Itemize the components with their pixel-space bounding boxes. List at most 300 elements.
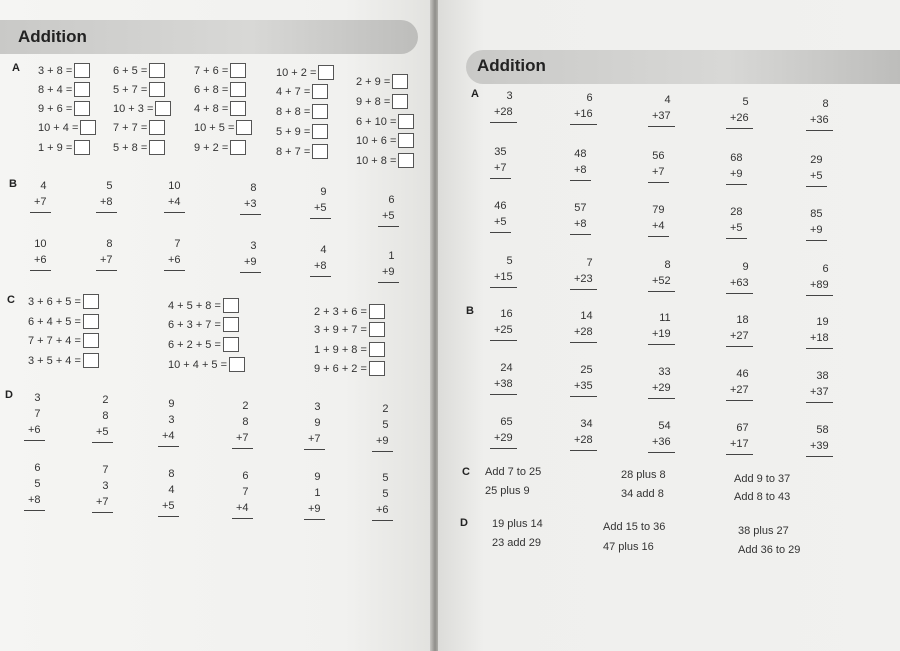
equation-item bbox=[276, 84, 328, 99]
equation-item bbox=[314, 304, 385, 319]
addend: 2 bbox=[102, 394, 109, 406]
addend: 5 bbox=[382, 488, 389, 500]
addend: 4 bbox=[320, 244, 327, 256]
addend: 2 bbox=[242, 400, 249, 412]
vertical-problem bbox=[244, 238, 257, 273]
answer-box[interactable] bbox=[83, 333, 99, 348]
vertical-problem bbox=[382, 248, 395, 283]
answer-line bbox=[648, 344, 675, 345]
equation-item bbox=[168, 298, 239, 313]
vertical-problem bbox=[730, 259, 749, 294]
addend: 11 bbox=[659, 312, 671, 324]
answer-line bbox=[158, 446, 179, 447]
addend: 54 bbox=[658, 420, 671, 432]
addend: 57 bbox=[574, 202, 587, 214]
equation-text: 10 + 2 = bbox=[276, 66, 317, 79]
answer-line bbox=[164, 270, 185, 271]
answer-line bbox=[378, 226, 399, 227]
addend: 4 bbox=[40, 180, 47, 192]
addend-with-plus: +36 bbox=[652, 436, 671, 448]
addend: 46 bbox=[736, 368, 749, 380]
answer-box[interactable] bbox=[74, 63, 90, 78]
addend-with-plus: +7 bbox=[96, 496, 109, 508]
vertical-problem bbox=[652, 418, 671, 453]
vertical-problem bbox=[162, 466, 175, 517]
equation-text: 8 + 7 = bbox=[276, 145, 311, 158]
addend: 8 bbox=[822, 98, 829, 110]
answer-box[interactable] bbox=[149, 120, 165, 135]
answer-box[interactable] bbox=[223, 317, 239, 332]
answer-box[interactable] bbox=[83, 314, 99, 329]
vertical-problem bbox=[28, 460, 41, 511]
equation-item bbox=[314, 322, 385, 337]
answer-line bbox=[648, 182, 669, 183]
answer-line bbox=[806, 348, 833, 349]
answer-line bbox=[570, 234, 591, 235]
answer-box[interactable] bbox=[83, 294, 99, 309]
addend-with-plus: +39 bbox=[810, 440, 829, 452]
addend-with-plus: +9 bbox=[244, 256, 257, 268]
addend-with-plus: +7 bbox=[308, 433, 321, 445]
answer-line bbox=[806, 456, 833, 457]
vertical-problem bbox=[494, 253, 513, 288]
vertical-problem bbox=[494, 306, 513, 341]
vertical-problem bbox=[162, 396, 175, 447]
vertical-problem bbox=[308, 399, 321, 450]
answer-line bbox=[726, 346, 753, 347]
answer-line bbox=[726, 238, 747, 239]
vertical-problem bbox=[574, 362, 593, 397]
equation-text: 9 + 6 = bbox=[38, 102, 73, 115]
vertical-problem bbox=[308, 469, 321, 520]
equation-item bbox=[276, 104, 328, 119]
answer-box[interactable] bbox=[392, 74, 408, 89]
equation-text: 6 + 4 + 5 = bbox=[28, 315, 81, 328]
equation-text: 3 + 5 + 4 = bbox=[28, 354, 81, 367]
addend-with-plus: +7 bbox=[652, 166, 665, 178]
equation-item bbox=[276, 124, 328, 139]
equation-item bbox=[194, 120, 252, 135]
answer-box[interactable] bbox=[398, 133, 414, 148]
answer-box[interactable] bbox=[229, 357, 245, 372]
addend-with-plus: +5 bbox=[314, 202, 327, 214]
equation-text: 10 + 5 = bbox=[194, 121, 235, 134]
equation-item bbox=[113, 63, 165, 78]
addend-with-plus: +29 bbox=[652, 382, 671, 394]
addend-with-plus: +9 bbox=[376, 435, 389, 447]
addend: 4 bbox=[664, 94, 671, 106]
left-page bbox=[0, 0, 432, 651]
addend-with-plus: +8 bbox=[574, 218, 587, 230]
answer-box[interactable] bbox=[318, 65, 334, 80]
equation-text: 1 + 9 = bbox=[38, 141, 73, 154]
answer-line bbox=[490, 394, 517, 395]
addend: 16 bbox=[500, 308, 513, 320]
vertical-problem bbox=[652, 202, 665, 237]
addend-with-plus: +7 bbox=[34, 196, 47, 208]
equation-item bbox=[168, 317, 239, 332]
vertical-problem bbox=[376, 470, 389, 521]
answer-line bbox=[490, 122, 517, 123]
answer-line bbox=[648, 126, 675, 127]
vertical-problem bbox=[100, 236, 113, 271]
equation-item bbox=[276, 144, 328, 159]
answer-line bbox=[232, 518, 253, 519]
equation-item bbox=[168, 337, 239, 352]
answer-box[interactable] bbox=[236, 120, 252, 135]
answer-line bbox=[648, 398, 675, 399]
vertical-problem bbox=[730, 204, 743, 239]
addend-with-plus: +6 bbox=[28, 424, 41, 436]
addend-with-plus: +8 bbox=[28, 494, 41, 506]
left-section-d-label: D bbox=[5, 389, 13, 401]
answer-line bbox=[96, 270, 117, 271]
addend-with-plus: +63 bbox=[730, 277, 749, 289]
equation-item bbox=[194, 101, 246, 116]
vertical-problem bbox=[494, 198, 507, 233]
answer-box[interactable] bbox=[369, 304, 385, 319]
vertical-problem bbox=[244, 180, 257, 215]
left-page-title: Addition bbox=[18, 27, 87, 46]
equation-text: 2 + 3 + 6 = bbox=[314, 305, 367, 318]
addend: 1 bbox=[388, 250, 395, 262]
addend-with-plus: +6 bbox=[34, 254, 47, 266]
addend: 8 bbox=[664, 259, 671, 271]
addend: 3 bbox=[168, 414, 175, 426]
equation-text: 3 + 8 = bbox=[38, 64, 73, 77]
addend: 34 bbox=[580, 418, 593, 430]
addend-with-plus: +52 bbox=[652, 275, 671, 287]
addend: 68 bbox=[730, 152, 743, 164]
equation-item bbox=[38, 82, 90, 97]
vertical-problem bbox=[810, 96, 829, 131]
equation-item bbox=[356, 153, 414, 168]
answer-line bbox=[24, 440, 45, 441]
answer-line bbox=[240, 272, 261, 273]
addend-with-plus: +27 bbox=[730, 330, 749, 342]
answer-box[interactable] bbox=[312, 104, 328, 119]
vertical-problem bbox=[34, 178, 47, 213]
addend: 3 bbox=[506, 90, 513, 102]
addend: 6 bbox=[388, 194, 395, 206]
addend: 8 bbox=[168, 468, 175, 480]
vertical-problem bbox=[314, 242, 327, 277]
addend: 65 bbox=[500, 416, 513, 428]
vertical-problem bbox=[810, 422, 829, 457]
answer-box[interactable] bbox=[312, 124, 328, 139]
answer-box[interactable] bbox=[223, 337, 239, 352]
equation-text: 6 + 10 = bbox=[356, 115, 397, 128]
right-section-c-label: C bbox=[462, 466, 470, 478]
addend: 3 bbox=[250, 240, 257, 252]
addend: 67 bbox=[736, 422, 749, 434]
equation-text: 5 + 8 = bbox=[113, 141, 148, 154]
addend-with-plus: +9 bbox=[308, 503, 321, 515]
addend: 19 bbox=[816, 316, 829, 328]
addend: 10 bbox=[34, 238, 47, 250]
right-page bbox=[438, 0, 900, 651]
addend: 85 bbox=[810, 208, 823, 220]
addend-with-plus: +89 bbox=[810, 279, 829, 291]
equation-item bbox=[28, 333, 99, 348]
equation-text: 8 + 8 = bbox=[276, 105, 311, 118]
answer-box[interactable] bbox=[392, 94, 408, 109]
addend: 35 bbox=[494, 146, 507, 158]
answer-line bbox=[570, 180, 591, 181]
addend: 7 bbox=[34, 408, 41, 420]
answer-line bbox=[310, 218, 331, 219]
equation-text: 4 + 7 = bbox=[276, 85, 311, 98]
equation-text: 6 + 2 + 5 = bbox=[168, 338, 221, 351]
answer-line bbox=[158, 516, 179, 517]
addend-with-plus: +25 bbox=[494, 324, 513, 336]
addend-with-plus: +37 bbox=[810, 386, 829, 398]
answer-box[interactable] bbox=[74, 140, 90, 155]
addend-with-plus: +28 bbox=[574, 434, 593, 446]
answer-line bbox=[726, 400, 753, 401]
answer-line bbox=[164, 212, 185, 213]
vertical-problem bbox=[810, 206, 823, 241]
answer-line bbox=[726, 293, 753, 294]
equation-item bbox=[38, 120, 96, 135]
vertical-problem bbox=[810, 368, 829, 403]
word-problem: 38 plus 27 bbox=[738, 525, 789, 537]
word-problem: 23 add 29 bbox=[492, 537, 541, 549]
vertical-problem bbox=[730, 420, 749, 455]
answer-line bbox=[232, 448, 253, 449]
addend: 7 bbox=[174, 238, 181, 250]
vertical-problem bbox=[168, 236, 181, 271]
answer-line bbox=[490, 178, 511, 179]
answer-line bbox=[372, 520, 393, 521]
equation-text: 4 + 8 = bbox=[194, 102, 229, 115]
word-problem: Add 9 to 37 bbox=[734, 473, 791, 485]
word-problem: 25 plus 9 bbox=[485, 485, 530, 497]
addend: 3 bbox=[34, 392, 41, 404]
vertical-problem bbox=[730, 94, 749, 129]
answer-line bbox=[806, 402, 833, 403]
addend-with-plus: +7 bbox=[494, 162, 507, 174]
vertical-problem bbox=[652, 364, 671, 399]
vertical-problem bbox=[574, 255, 593, 290]
answer-line bbox=[806, 186, 827, 187]
answer-box[interactable] bbox=[149, 63, 165, 78]
answer-box[interactable] bbox=[369, 342, 385, 357]
vertical-problem bbox=[652, 92, 671, 127]
addend: 7 bbox=[242, 486, 249, 498]
answer-box[interactable] bbox=[223, 298, 239, 313]
answer-box[interactable] bbox=[369, 361, 385, 376]
addend-with-plus: +5 bbox=[810, 170, 823, 182]
addend-with-plus: +8 bbox=[314, 260, 327, 272]
answer-box[interactable] bbox=[230, 82, 246, 97]
answer-box[interactable] bbox=[398, 114, 414, 129]
addend-with-plus: +8 bbox=[100, 196, 113, 208]
answer-line bbox=[648, 236, 669, 237]
answer-line bbox=[648, 452, 675, 453]
answer-box[interactable] bbox=[230, 101, 246, 116]
equation-text: 6 + 8 = bbox=[194, 83, 229, 96]
addend: 9 bbox=[742, 261, 749, 273]
equation-text: 7 + 7 + 4 = bbox=[28, 334, 81, 347]
addend: 18 bbox=[736, 314, 749, 326]
addend: 5 bbox=[382, 419, 389, 431]
vertical-problem bbox=[730, 312, 749, 347]
equation-item bbox=[314, 342, 385, 357]
equation-text: 10 + 4 + 5 = bbox=[168, 358, 228, 371]
addend: 25 bbox=[580, 364, 593, 376]
addend-with-plus: +28 bbox=[574, 326, 593, 338]
vertical-problem bbox=[574, 200, 587, 235]
addend: 6 bbox=[822, 263, 829, 275]
equation-text: 9 + 6 + 2 = bbox=[314, 362, 367, 375]
addend-with-plus: +9 bbox=[810, 224, 823, 236]
equation-item bbox=[168, 357, 245, 372]
addend: 58 bbox=[816, 424, 829, 436]
word-problem: 19 plus 14 bbox=[492, 518, 543, 530]
answer-line bbox=[310, 276, 331, 277]
equation-item bbox=[113, 101, 171, 116]
answer-box[interactable] bbox=[74, 82, 90, 97]
addend-with-plus: +6 bbox=[168, 254, 181, 266]
addend-with-plus: +23 bbox=[574, 273, 593, 285]
addend-with-plus: +29 bbox=[494, 432, 513, 444]
addend: 8 bbox=[250, 182, 257, 194]
addend: 4 bbox=[168, 484, 175, 496]
addend-with-plus: +5 bbox=[162, 500, 175, 512]
vertical-problem bbox=[236, 398, 249, 449]
equation-item bbox=[38, 63, 90, 78]
answer-box[interactable] bbox=[149, 140, 165, 155]
vertical-problem bbox=[382, 192, 395, 227]
addend: 6 bbox=[586, 92, 593, 104]
addend-with-plus: +4 bbox=[652, 220, 665, 232]
addend: 5 bbox=[742, 96, 749, 108]
equation-text: 3 + 9 + 7 = bbox=[314, 323, 367, 336]
answer-box[interactable] bbox=[83, 353, 99, 368]
addend-with-plus: +35 bbox=[574, 380, 593, 392]
addend-with-plus: +7 bbox=[100, 254, 113, 266]
addend: 6 bbox=[242, 470, 249, 482]
vertical-problem bbox=[168, 178, 181, 213]
addend: 10 bbox=[168, 180, 181, 192]
equation-text: 7 + 6 = bbox=[194, 64, 229, 77]
answer-box[interactable] bbox=[230, 140, 246, 155]
answer-box[interactable] bbox=[155, 101, 171, 116]
addend-with-plus: +7 bbox=[236, 432, 249, 444]
equation-item bbox=[276, 65, 334, 80]
addend: 9 bbox=[314, 417, 321, 429]
vertical-problem bbox=[28, 390, 41, 441]
equation-text: 8 + 4 = bbox=[38, 83, 73, 96]
addend-with-plus: +38 bbox=[494, 378, 513, 390]
left-section-a-label: A bbox=[12, 62, 20, 74]
answer-box[interactable] bbox=[312, 144, 328, 159]
equation-text: 10 + 6 = bbox=[356, 134, 397, 147]
answer-box[interactable] bbox=[80, 120, 96, 135]
addend-with-plus: +37 bbox=[652, 110, 671, 122]
vertical-problem bbox=[314, 184, 327, 219]
vertical-problem bbox=[810, 152, 823, 187]
addend-with-plus: +18 bbox=[810, 332, 829, 344]
answer-line bbox=[304, 519, 325, 520]
equation-text: 7 + 7 = bbox=[113, 121, 148, 134]
equation-text: 5 + 9 = bbox=[276, 125, 311, 138]
answer-box[interactable] bbox=[369, 322, 385, 337]
addend: 2 bbox=[382, 403, 389, 415]
addend: 38 bbox=[816, 370, 829, 382]
answer-line bbox=[378, 282, 399, 283]
equation-text: 10 + 8 = bbox=[356, 154, 397, 167]
answer-line bbox=[806, 130, 833, 131]
answer-line bbox=[726, 128, 753, 129]
vertical-problem bbox=[652, 257, 671, 292]
addend-with-plus: +4 bbox=[236, 502, 249, 514]
addend-with-plus: +5 bbox=[382, 210, 395, 222]
addend: 1 bbox=[314, 487, 321, 499]
addend-with-plus: +5 bbox=[494, 216, 507, 228]
equation-item bbox=[28, 294, 99, 309]
addend: 28 bbox=[730, 206, 743, 218]
addend: 5 bbox=[382, 472, 389, 484]
vertical-problem bbox=[494, 360, 513, 395]
addend: 6 bbox=[34, 462, 41, 474]
equation-item bbox=[38, 101, 90, 116]
answer-line bbox=[570, 396, 597, 397]
addend: 29 bbox=[810, 154, 823, 166]
addend: 7 bbox=[102, 464, 109, 476]
addend-with-plus: +5 bbox=[96, 426, 109, 438]
addend: 9 bbox=[168, 398, 175, 410]
answer-box[interactable] bbox=[230, 63, 246, 78]
equation-item bbox=[356, 94, 408, 109]
answer-line bbox=[372, 451, 393, 452]
vertical-problem bbox=[34, 236, 47, 271]
vertical-problem bbox=[236, 468, 249, 519]
word-problem: Add 15 to 36 bbox=[603, 521, 666, 533]
vertical-problem bbox=[810, 261, 829, 296]
addend-with-plus: +28 bbox=[494, 106, 513, 118]
vertical-problem bbox=[376, 401, 389, 452]
addend: 48 bbox=[574, 148, 587, 160]
answer-box[interactable] bbox=[398, 153, 414, 168]
addend-with-plus: +5 bbox=[730, 222, 743, 234]
equation-item bbox=[314, 361, 385, 376]
answer-line bbox=[96, 212, 117, 213]
answer-box[interactable] bbox=[149, 82, 165, 97]
word-problem: 34 add 8 bbox=[621, 488, 664, 500]
addend: 8 bbox=[106, 238, 113, 250]
answer-line bbox=[648, 291, 675, 292]
answer-line bbox=[726, 454, 753, 455]
answer-box[interactable] bbox=[74, 101, 90, 116]
answer-box[interactable] bbox=[312, 84, 328, 99]
addend-with-plus: +26 bbox=[730, 112, 749, 124]
right-page-title: Addition bbox=[477, 56, 546, 75]
equation-item bbox=[113, 82, 165, 97]
equation-text: 6 + 3 + 7 = bbox=[168, 318, 221, 331]
equation-text: 2 + 9 = bbox=[356, 75, 391, 88]
equation-text: 6 + 5 = bbox=[113, 64, 148, 77]
word-problem: Add 36 to 29 bbox=[738, 544, 801, 556]
addend-with-plus: +8 bbox=[574, 164, 587, 176]
answer-line bbox=[570, 124, 597, 125]
addend: 3 bbox=[314, 401, 321, 413]
equation-item bbox=[28, 353, 99, 368]
equation-text: 9 + 8 = bbox=[356, 95, 391, 108]
answer-line bbox=[24, 510, 45, 511]
addend: 46 bbox=[494, 200, 507, 212]
